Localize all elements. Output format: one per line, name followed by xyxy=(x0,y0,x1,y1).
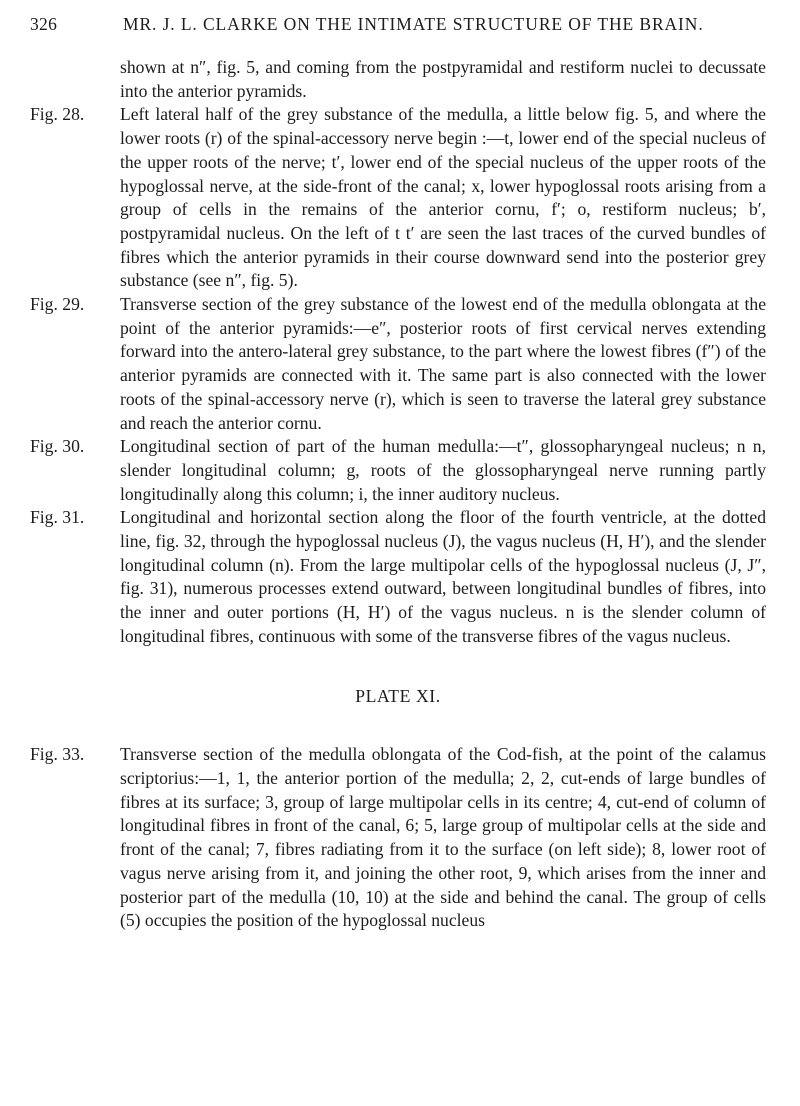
figure-caption-30 xyxy=(30,435,766,506)
figure-caption-33 xyxy=(30,743,766,933)
plate-heading: PLATE XI. xyxy=(355,685,441,706)
running-title: MR. J. L. CLARKE ON THE INTIMATE STRUCTURE OF THE BRAIN. xyxy=(123,14,704,34)
running-head xyxy=(30,10,766,40)
figure-description: Left lateral half of the grey substance of the medulla, a little below fig. 5, and where the lower roots (r) of the spinal-accessory nerve begin :—t, lower end of the special nucleus of the upper roots of the nerve; t′, lower end of the special nucleus of the upper roots of the hypoglossal nerve, at the side-front of the canal; x, lower hypoglossal roots arising from a group of cells in the remains of the anterior cornu, f′; o, restiform nucleus; b′, postpyramidal nucleus. On the left of t t′ are seen the last traces of the curved bundles of fibres which the anterior pyramids in their course downward send into the posterior grey substance (see n″, fig. 5). xyxy=(120,104,766,291)
figure-description: Longitudinal and horizontal section along the floor of the fourth ventricle, at the dotted line, fig. 32, through the hypoglossal nucleus (J), the vagus nucleus (H, H′), and the slender longitudinal column (n). From the large multipolar cells of the hypoglossal nucleus (J, J″, fig. 31), numerous processes extend outward, between longitudinal bundles of fibres, into the inner and outer portions (H, H′) of the vagus nucleus. n is the slender column of longitudinal fibres, continuous with some of the transverse fibres of the vagus nucleus. xyxy=(120,507,766,646)
figure-label: Fig. 30. xyxy=(30,436,85,457)
figure-label: Fig. 29. xyxy=(30,294,85,315)
figure-label: Fig. 28. xyxy=(30,104,85,125)
figure-label: Fig. 33. xyxy=(30,744,85,765)
figure-caption-28 xyxy=(30,103,766,293)
figure-description: Longitudinal section of part of the human medulla:—t″, glossopharyngeal nucleus; n n, slender longitudinal column; g, roots of the glossopharyngeal nerve running partly longitudinally along this column; i, the inner auditory nucleus. xyxy=(120,436,766,504)
body-text xyxy=(30,56,766,933)
figure-caption-31 xyxy=(30,506,766,648)
page-number: 326 xyxy=(30,14,58,34)
figure-caption-29 xyxy=(30,293,766,435)
continuation-paragraph: shown at n″, fig. 5, and coming from the postpyramidal and restiform nuclei to decussate into the anterior pyramids. xyxy=(120,57,766,101)
figure-description: Transverse section of the grey substance of the lowest end of the medulla oblongata at the point of the anterior pyramids:—e″, posterior roots of first cervical nerves extending forward into the antero-lateral grey substance, to the part where the lowest fibres (f″) of the anterior pyramids are connected with it. The same part is also connected with the lower roots of the spinal-accessory nerve (r), which is seen to traverse the lateral grey substance and reach the anterior cornu. xyxy=(120,294,766,433)
figure-label: Fig. 31. xyxy=(30,507,85,528)
figure-description: Transverse section of the medulla oblongata of the Cod-fish, at the point of the calamus scriptorius:—1, 1, the anterior portion of the medulla; 2, 2, cut-ends of large bundles of fibres at its surface; 3, group of large multipolar cells in its centre; 4, cut-end of column of longitudinal fibres in front of the canal, 6; 5, large group of multipolar cells at the side and front of the canal; 7, fibres radiating from it to the surface (on left side); 8, lower root of vagus nerve arising from it, and joining the other root, 9, which arises from the inner and posterior part of the medulla (10, 10) at the side and behind the canal. The group of cells (5) occupies the position of the hypoglossal nucleus xyxy=(120,744,766,931)
